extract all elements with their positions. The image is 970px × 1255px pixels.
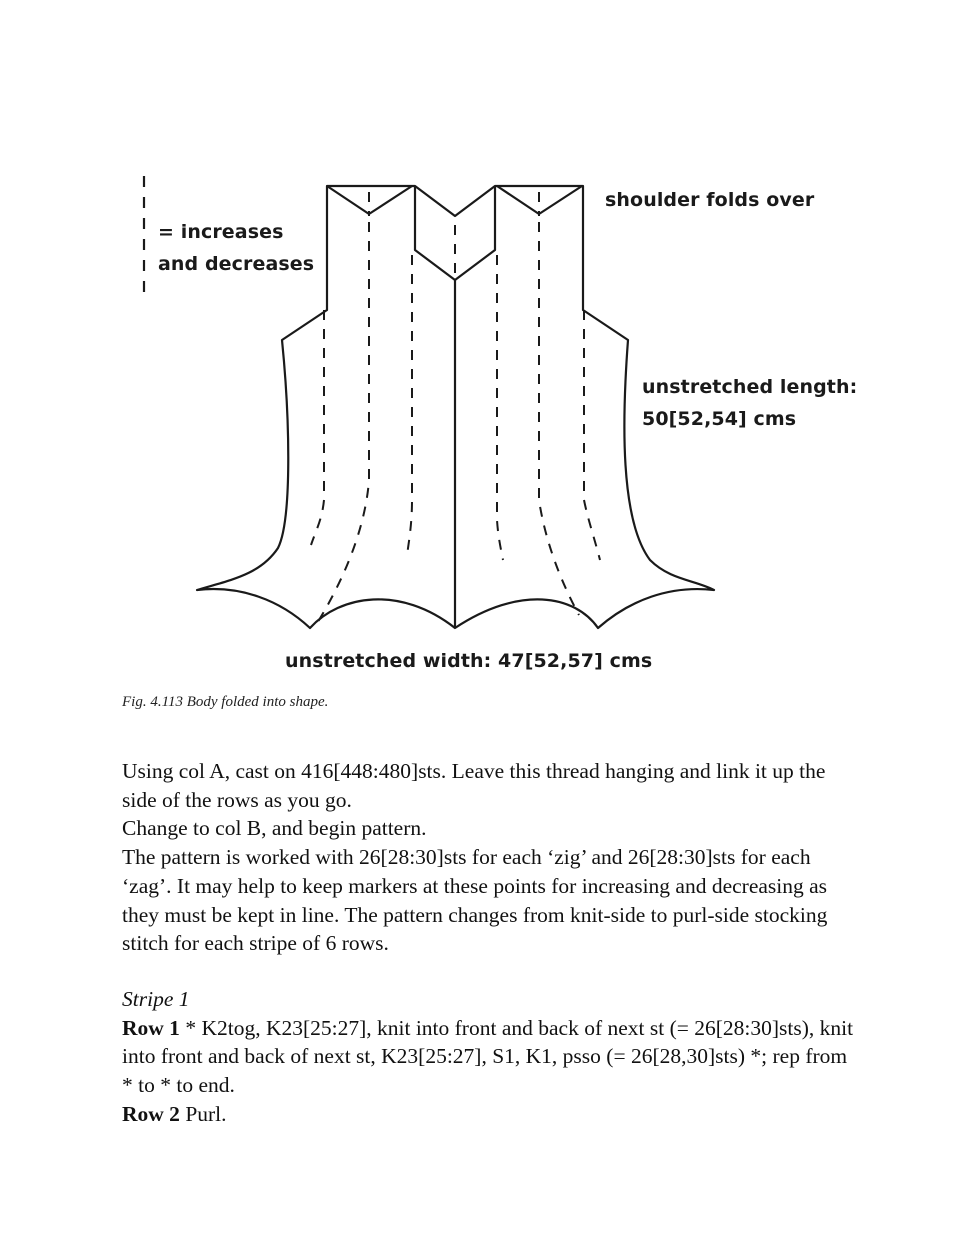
legend-label-line1: = increases — [158, 221, 284, 243]
row-text: Purl. — [179, 1101, 227, 1126]
dashed-guide-line — [407, 255, 412, 555]
row-label: Row 1 — [122, 1015, 180, 1040]
dashed-guide-line — [311, 310, 324, 545]
length-label-line1: unstretched length: — [642, 376, 858, 398]
width-label: unstretched width: 47[52,57] cms — [285, 650, 653, 672]
row-label: Row 2 — [122, 1101, 180, 1126]
row-instruction — [122, 1100, 862, 1129]
legend-label-line2: and decreases — [158, 253, 315, 275]
row-instruction — [122, 1014, 862, 1100]
stripe-title: Stripe 1 — [122, 987, 190, 1011]
stripe-section — [122, 985, 862, 1129]
instruction-paragraph: Using col A, cast on 416[448:480]sts. Leave this thread hanging and link it up the side of the rows as you go. — [122, 759, 826, 812]
dashed-guide-line — [584, 310, 600, 560]
length-label-line2: 50[52,54] cms — [642, 408, 797, 430]
shoulder-label: shoulder folds over — [605, 189, 815, 211]
figure-caption: Fig. 4.113 Body folded into shape. — [122, 694, 329, 710]
row-text: * K2tog, K23[25:27], knit into front and back of next st (= 26[28:30]sts), knit into front and back of next st, K23[25:27], S1, K1, psso (= 26[28,30]sts) *; rep from * to * to end. — [122, 1015, 854, 1098]
dashed-guide-line — [316, 222, 369, 625]
instructions-intro — [122, 757, 862, 958]
dashed-guide-line — [497, 255, 503, 560]
instruction-paragraph: The pattern is worked with 26[28:30]sts for each ‘zig’ and 26[28:30]sts for each ‘zag’. It may help to keep markers at these points for increasing and decreasing as they must be kept in line. The pattern changes from knit-side to purl-side stocking stitch for each stripe of 6 rows. — [122, 845, 828, 956]
instruction-paragraph: Change to col B, and begin pattern. — [122, 816, 427, 841]
dashed-guide-line — [539, 222, 579, 615]
